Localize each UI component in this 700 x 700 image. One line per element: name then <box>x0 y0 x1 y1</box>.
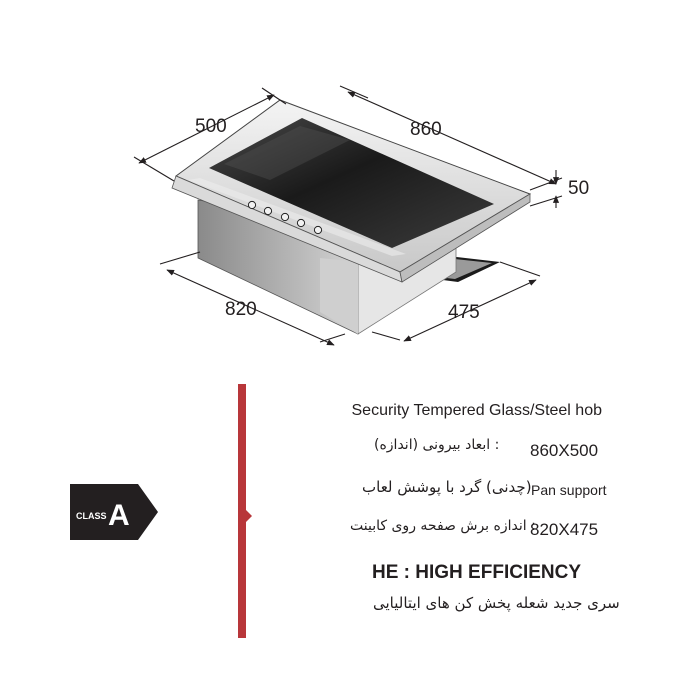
dim-width-label: 860 <box>410 119 442 140</box>
knob-5 <box>314 226 321 233</box>
product-title: Security Tempered Glass/Steel hob <box>351 402 602 419</box>
knob-4 <box>297 219 304 226</box>
class-grade: A <box>108 499 130 532</box>
pan-support-persian: (چدنی) گرد با پوشش لعاب <box>362 478 532 496</box>
knob-1 <box>248 201 255 208</box>
dim-depth-label: 500 <box>195 116 227 137</box>
efficiency-heading: HE : HIGH EFFICIENCY <box>372 562 582 583</box>
knob-2 <box>264 207 271 214</box>
class-small-label: CLASS <box>76 511 107 521</box>
cutout-dimension-label: : اندازه برش صفحه روی کابینت <box>350 518 536 534</box>
pan-support-label: Pan support <box>531 482 607 498</box>
energy-class-badge <box>70 484 160 540</box>
dim-height-label: 50 <box>568 178 590 199</box>
cutout-dimension-value: 820X475 <box>530 520 599 539</box>
dim-cutout-width-label: 820 <box>225 299 257 320</box>
outer-dimension-label: : ابعاد بیرونی (اندازه) <box>374 437 500 453</box>
knob-3 <box>281 213 288 220</box>
divider-notch <box>244 508 252 524</box>
outer-dimension-value: 860X500 <box>530 441 599 460</box>
burner-series-text: سری جدید شعله پخش کن های ایتالیایی <box>373 594 620 612</box>
dim-cutout-depth-label: 475 <box>448 302 480 323</box>
